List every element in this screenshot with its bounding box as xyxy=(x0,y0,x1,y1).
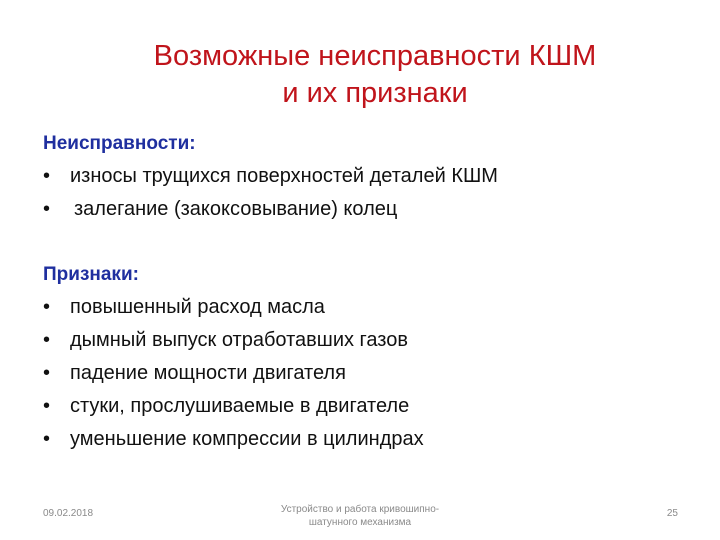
footer-caption-line-2: шатунного механизма xyxy=(308,517,412,528)
slide-title-line-2: и их признаки xyxy=(282,77,468,109)
footer-caption-line-1: Устройство и работа кривошипно- xyxy=(280,504,440,515)
slide-title-line-1: Возможные неисправности КШМ xyxy=(153,40,597,72)
bullet: • xyxy=(43,296,51,318)
bullet: • xyxy=(43,329,51,351)
sign-item-text: повышенный расход масла xyxy=(70,296,325,318)
bullet: • xyxy=(43,165,51,187)
bullet: • xyxy=(43,198,51,220)
slide-title xyxy=(0,38,720,112)
sign-item-text: дымный выпуск отработавших газов xyxy=(70,329,408,351)
sign-item-text: падение мощности двигателя xyxy=(70,362,346,384)
fault-item-text: износы трущихся поверхностей деталей КШМ xyxy=(70,165,498,187)
page-number: 25 xyxy=(666,508,678,519)
footer-caption xyxy=(250,503,470,529)
bullet: • xyxy=(43,362,51,384)
faults-heading: Неисправности: xyxy=(43,133,196,154)
signs-heading: Признаки: xyxy=(43,264,139,285)
bullet: • xyxy=(43,395,51,417)
fault-item-text: залегание (закоксовывание) колец xyxy=(74,198,398,220)
sign-item-text: уменьшение компрессии в цилиндрах xyxy=(70,428,424,450)
bullet: • xyxy=(43,428,51,450)
footer-date: 09.02.2018 xyxy=(43,508,94,519)
sign-item-text: стуки, прослушиваемые в двигателе xyxy=(70,395,410,417)
